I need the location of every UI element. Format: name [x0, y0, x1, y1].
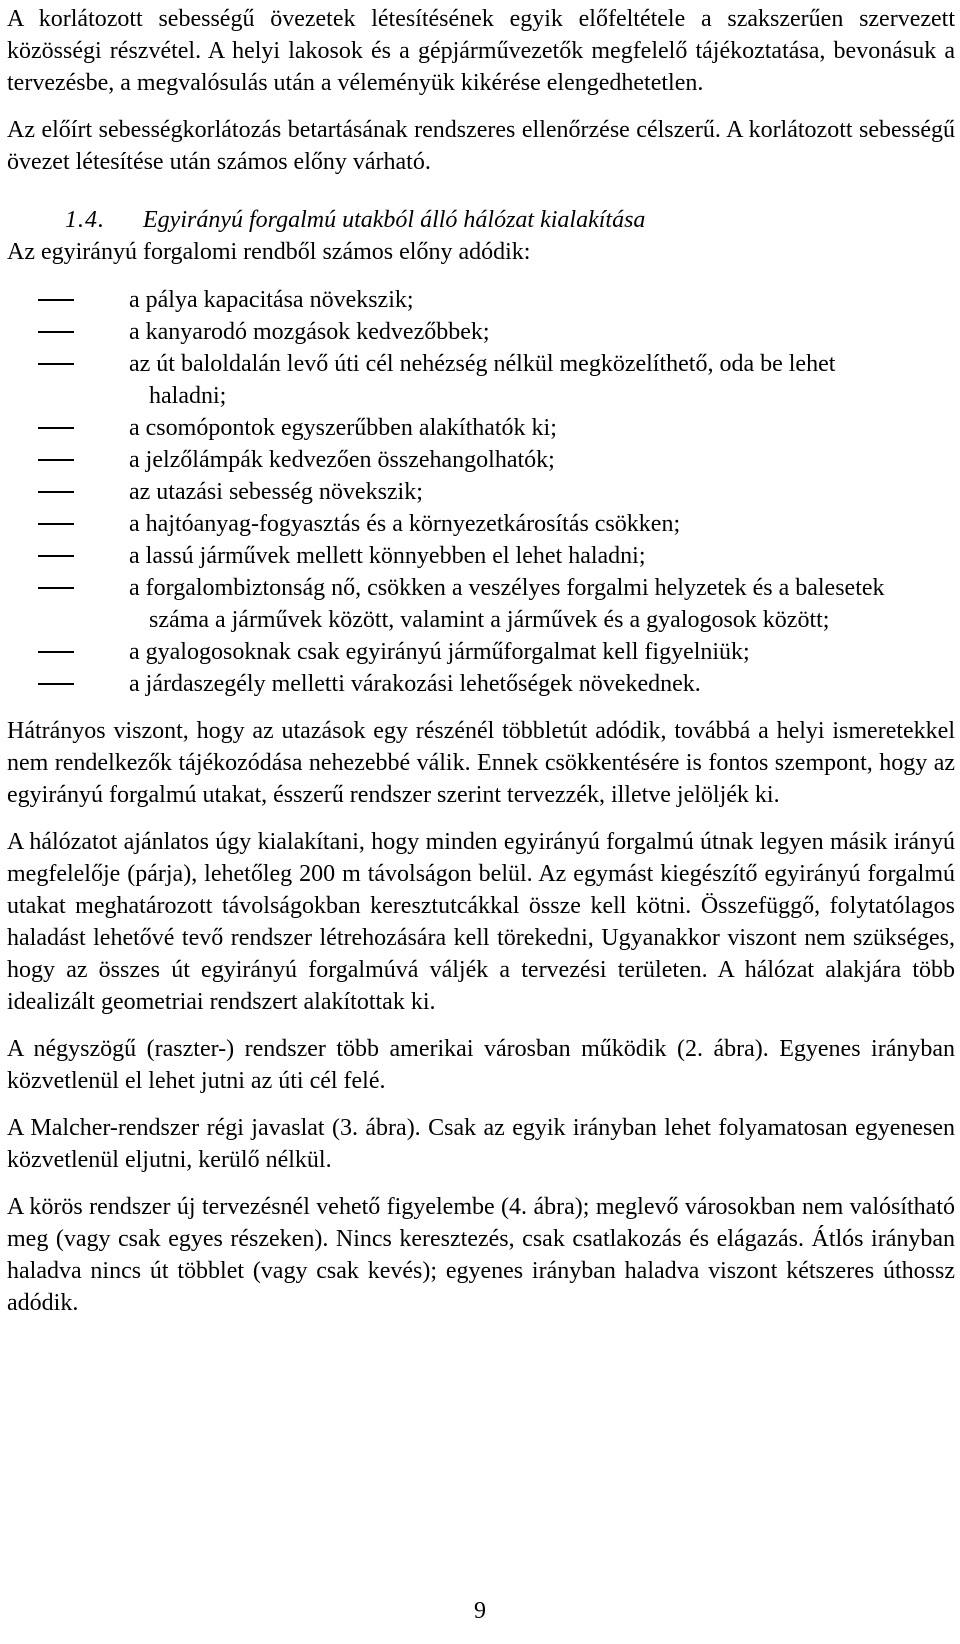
paragraph-grid-system: A négyszögű (raszter-) rendszer több amerikai városban működik (2. ábra). Egyenes irányban közvetlenül el lehet jutni az úti cél felé.	[7, 1036, 955, 1094]
paragraph-malcher-system: A Malcher-rendszer régi javaslat (3. ábra). Csak az egyik irányban lehet folyamatosan egyenesen közvetlenül eljutni, kerülő nélkül.	[7, 1115, 955, 1173]
section-number: 1.4.	[65, 207, 105, 233]
dash-bullet-icon	[38, 523, 74, 525]
dash-bullet-icon	[38, 331, 74, 333]
list-item: a járdaszegély melletti várakozási lehetőségek növekednek.	[7, 668, 955, 700]
list-intro: Az egyirányú forgalomi rendből számos előny adódik:	[7, 239, 531, 265]
dash-bullet-icon	[38, 299, 74, 301]
dash-bullet-icon	[38, 363, 74, 365]
dash-bullet-icon	[38, 555, 74, 557]
paragraph-disadvantages: Hátrányos viszont, hogy az utazások egy részénél többletút adódik, továbbá a helyi ismeretekkel nem rendelkezők tájékozódása nehezebbé válik. Ennek csökkentésére is fontos szempont, hogy az egyirányú forgalmú utakat, ésszerű rendszer szerint tervezzék, illetve jelöljék ki.	[7, 718, 955, 808]
document-body	[7, 3, 955, 1319]
dash-bullet-icon	[38, 587, 74, 589]
advantages-list	[7, 284, 955, 700]
dash-bullet-icon	[38, 683, 74, 685]
page-number: 9	[474, 1598, 486, 1624]
list-item: a gyalogosoknak csak egyirányú járműforgalmat kell figyelniük;	[7, 636, 955, 668]
list-item: a hajtóanyag-fogyasztás és a környezetkárosítás csökken;	[7, 508, 955, 540]
section-title: Egyirányú forgalmú utakból álló hálózat kialakítása	[143, 207, 646, 233]
paragraph-speed-enforcement: Az előírt sebességkorlátozás betartásának rendszeres ellenőrzése célszerű. A korlátozott sebességű övezet létesítése után számos előny várható.	[7, 117, 955, 175]
list-item: a lassú járművek mellett könnyebben el lehet haladni;	[7, 540, 955, 572]
dash-bullet-icon	[38, 491, 74, 493]
dash-bullet-icon	[38, 427, 74, 429]
list-item: a pálya kapacitása növekszik;	[7, 284, 955, 316]
list-item: a csomópontok egyszerűbben alakíthatók ki;	[7, 412, 955, 444]
dash-bullet-icon	[38, 651, 74, 653]
list-item: az utazási sebesség növekszik;	[7, 476, 955, 508]
paragraph-community-participation: A korlátozott sebességű övezetek létesítésének egyik előfeltétele a szakszerűen szervezett közösségi részvétel. A helyi lakosok és a gépjárművezetők megfelelő tájékoztatása, bevonásuk a tervezésbe, a megvalósulás után a véleményük kikérése elengedhetetlen.	[7, 6, 955, 96]
list-item: az út baloldalán levő úti cél nehézség nélkül megközelíthető, oda be lehet haladni;	[7, 348, 955, 412]
section-heading	[7, 204, 955, 236]
list-item: a kanyarodó mozgások kedvezőbbek;	[7, 316, 955, 348]
paragraph-network-design: A hálózatot ajánlatos úgy kialakítani, hogy minden egyirányú forgalmú útnak legyen másik irányú megfelelője (párja), lehetőleg 200 m távolságon belül. Az egymást kiegészítő egyirányú forgalmú utakat meghatározott távolságokban keresztutcákkal össze kell kötni. Összefüggő, folytatólagos haladást lehetővé tevő rendszer létrehozására kell törekedni, Ugyanakkor viszont nem szükséges, hogy az összes út egyirányú forgalmúvá váljék a tervezési területen. A hálózat alakjára több idealizált geometriai rendszert alakítottak ki.	[7, 829, 955, 1015]
paragraph-ring-system: A körös rendszer új tervezésnél vehető figyelembe (4. ábra); meglevő városokban nem valósítható meg (vagy csak egyes részeken). Nincs keresztezés, csak csatlakozás és elágazás. Átlós irányban haladva nincs út többlet (vagy csak kevés); egyenes irányban haladva viszont kétszeres úthossz adódik.	[7, 1194, 955, 1316]
list-item: a jelzőlámpák kedvezően összehangolhatók;	[7, 444, 955, 476]
list-item: a forgalombiztonság nő, csökken a veszélyes forgalmi helyzetek és a balesetek száma a járművek között, valamint a járművek és a gyalogosok között;	[7, 572, 955, 636]
dash-bullet-icon	[38, 459, 74, 461]
